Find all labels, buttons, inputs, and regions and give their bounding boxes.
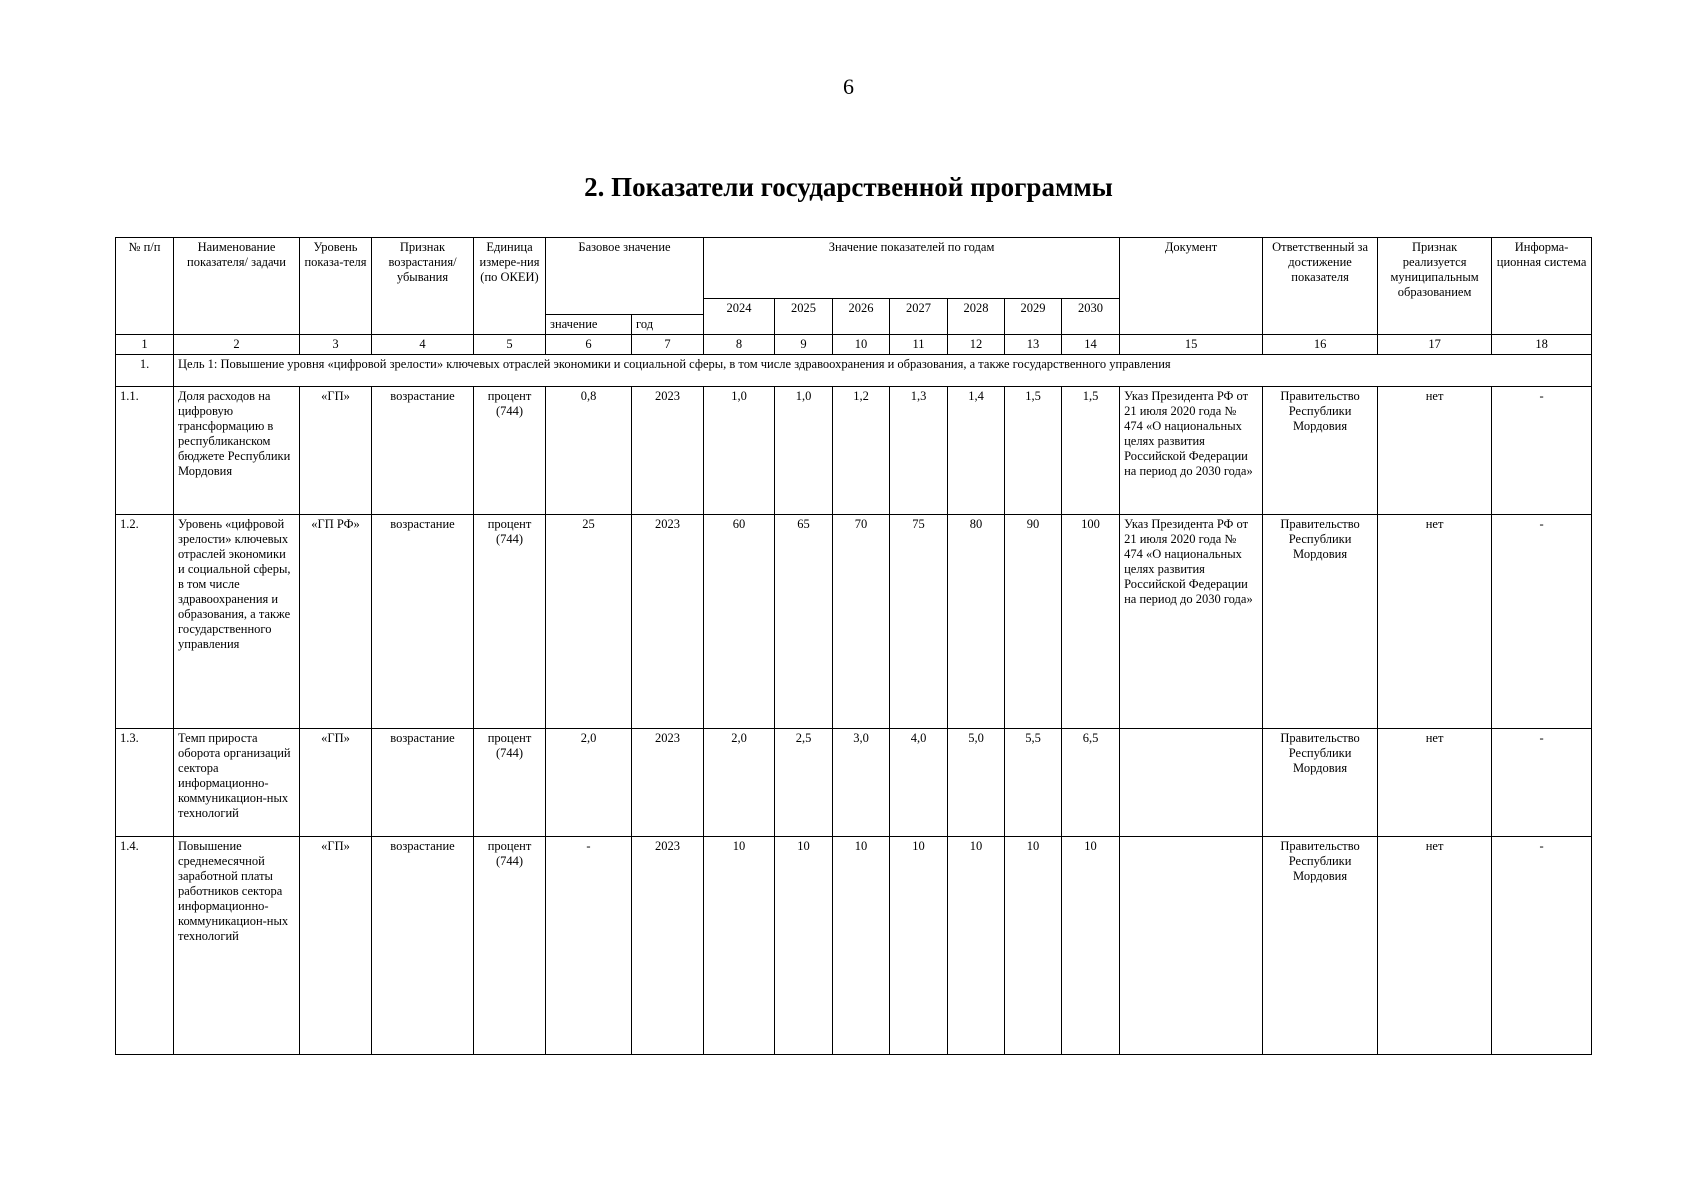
value-2026: 3,0	[833, 729, 890, 837]
indicator-level: «ГП»	[300, 837, 372, 1055]
base-year: 2023	[632, 515, 704, 729]
value-2026: 10	[833, 837, 890, 1055]
indicator-level: «ГП»	[300, 729, 372, 837]
info-system: -	[1492, 515, 1592, 729]
value-2027: 10	[890, 837, 948, 1055]
value-2028: 5,0	[948, 729, 1005, 837]
base-value: 0,8	[546, 387, 632, 515]
header-name: Наименование показателя/ задачи	[174, 238, 300, 335]
value-2030: 10	[1062, 837, 1120, 1055]
column-number: 3	[300, 335, 372, 355]
column-numbers-row	[116, 335, 1592, 355]
goal-number: 1.	[116, 355, 174, 387]
column-number: 1	[116, 335, 174, 355]
value-2028: 1,4	[948, 387, 1005, 515]
header-document: Документ	[1120, 238, 1263, 335]
header-base: Базовое значение	[546, 238, 704, 315]
header-info-system: Информа-ционная система	[1492, 238, 1592, 335]
header-municipal: Признак реализуется муниципальным образованием	[1378, 238, 1492, 335]
indicator-unit: процент (744)	[474, 729, 546, 837]
indicator-unit: процент (744)	[474, 515, 546, 729]
base-year: 2023	[632, 387, 704, 515]
header-year: 2026	[833, 299, 890, 335]
indicator-unit: процент (744)	[474, 387, 546, 515]
value-2027: 4,0	[890, 729, 948, 837]
value-2030: 1,5	[1062, 387, 1120, 515]
municipal-flag: нет	[1378, 837, 1492, 1055]
value-2024: 1,0	[704, 387, 775, 515]
value-2027: 75	[890, 515, 948, 729]
value-2025: 10	[775, 837, 833, 1055]
value-2025: 2,5	[775, 729, 833, 837]
indicator-trend: возрастание	[372, 837, 474, 1055]
base-value: 2,0	[546, 729, 632, 837]
table-row	[116, 515, 1592, 729]
column-number: 11	[890, 335, 948, 355]
column-number: 4	[372, 335, 474, 355]
header-level: Уровень показа-теля	[300, 238, 372, 335]
value-2029: 1,5	[1005, 387, 1062, 515]
base-year: 2023	[632, 837, 704, 1055]
header-year: 2027	[890, 299, 948, 335]
header-year: 2029	[1005, 299, 1062, 335]
column-number: 12	[948, 335, 1005, 355]
column-number: 2	[174, 335, 300, 355]
value-2030: 6,5	[1062, 729, 1120, 837]
value-2025: 1,0	[775, 387, 833, 515]
responsible: Правительство Республики Мордовия	[1263, 837, 1378, 1055]
page-title: 2. Показатели государственной программы	[584, 172, 1113, 202]
value-2029: 90	[1005, 515, 1062, 729]
table-row	[116, 837, 1592, 1055]
value-2024: 2,0	[704, 729, 775, 837]
value-2026: 1,2	[833, 387, 890, 515]
header-year: 2025	[775, 299, 833, 335]
responsible: Правительство Республики Мордовия	[1263, 387, 1378, 515]
document	[1120, 729, 1263, 837]
table-row	[116, 729, 1592, 837]
header-base-value: значение	[546, 315, 632, 335]
indicator-name: Повышение среднемесячной заработной платы работников сектора информационно-коммуникацион-ных технологий	[174, 837, 300, 1055]
value-2029: 10	[1005, 837, 1062, 1055]
header-row	[116, 238, 1592, 299]
row-number: 1.4.	[116, 837, 174, 1055]
responsible: Правительство Республики Мордовия	[1263, 515, 1378, 729]
column-number: 9	[775, 335, 833, 355]
base-year: 2023	[632, 729, 704, 837]
indicator-trend: возрастание	[372, 515, 474, 729]
value-2024: 10	[704, 837, 775, 1055]
header-base-year: год	[632, 315, 704, 335]
column-number: 6	[546, 335, 632, 355]
info-system: -	[1492, 387, 1592, 515]
row-number: 1.3.	[116, 729, 174, 837]
table-row	[116, 387, 1592, 515]
value-2030: 100	[1062, 515, 1120, 729]
column-number: 16	[1263, 335, 1378, 355]
base-value: -	[546, 837, 632, 1055]
header-trend: Признак возрастания/ убывания	[372, 238, 474, 335]
column-number: 17	[1378, 335, 1492, 355]
value-2025: 65	[775, 515, 833, 729]
value-2024: 60	[704, 515, 775, 729]
indicator-name: Уровень «цифровой зрелости» ключевых отраслей экономики и социальной сферы, в том числе здравоохранения и образования, а также государственного управления	[174, 515, 300, 729]
value-2026: 70	[833, 515, 890, 729]
indicator-level: «ГП»	[300, 387, 372, 515]
row-number: 1.1.	[116, 387, 174, 515]
municipal-flag: нет	[1378, 387, 1492, 515]
value-2027: 1,3	[890, 387, 948, 515]
column-number: 13	[1005, 335, 1062, 355]
document: Указ Президента РФ от 21 июля 2020 года № 474 «О национальных целях развития Российской Федерации на период до 2030 года»	[1120, 387, 1263, 515]
info-system: -	[1492, 729, 1592, 837]
indicator-trend: возрастание	[372, 387, 474, 515]
column-number: 15	[1120, 335, 1263, 355]
header-unit: Единица измере-ния (по ОКЕИ)	[474, 238, 546, 335]
municipal-flag: нет	[1378, 515, 1492, 729]
column-number: 7	[632, 335, 704, 355]
header-year: 2024	[704, 299, 775, 335]
indicator-name: Доля расходов на цифровую трансформацию в республиканском бюджете Республики Мордовия	[174, 387, 300, 515]
goal-row	[116, 355, 1592, 387]
column-number: 8	[704, 335, 775, 355]
indicator-trend: возрастание	[372, 729, 474, 837]
column-number: 5	[474, 335, 546, 355]
indicator-name: Темп прироста оборота организаций сектора информационно-коммуникацион-ных технологий	[174, 729, 300, 837]
municipal-flag: нет	[1378, 729, 1492, 837]
column-number: 18	[1492, 335, 1592, 355]
responsible: Правительство Республики Мордовия	[1263, 729, 1378, 837]
header-responsible: Ответственный за достижение показателя	[1263, 238, 1378, 335]
base-value: 25	[546, 515, 632, 729]
indicator-unit: процент (744)	[474, 837, 546, 1055]
indicator-level: «ГП РФ»	[300, 515, 372, 729]
value-2028: 80	[948, 515, 1005, 729]
document: Указ Президента РФ от 21 июля 2020 года № 474 «О национальных целях развития Российской Федерации на период до 2030 года»	[1120, 515, 1263, 729]
header-year: 2030	[1062, 299, 1120, 335]
value-2029: 5,5	[1005, 729, 1062, 837]
header-year: 2028	[948, 299, 1005, 335]
header-num: № п/п	[116, 238, 174, 335]
info-system: -	[1492, 837, 1592, 1055]
header-by-years: Значение показателей по годам	[704, 238, 1120, 299]
indicators-table	[115, 237, 1592, 1055]
page-number: 6	[843, 74, 854, 99]
column-number: 14	[1062, 335, 1120, 355]
column-number: 10	[833, 335, 890, 355]
value-2028: 10	[948, 837, 1005, 1055]
goal-text: Цель 1: Повышение уровня «цифровой зрелости» ключевых отраслей экономики и социальной сферы, в том числе здравоохранения и образования, а также государственного управления	[174, 355, 1592, 387]
document	[1120, 837, 1263, 1055]
row-number: 1.2.	[116, 515, 174, 729]
